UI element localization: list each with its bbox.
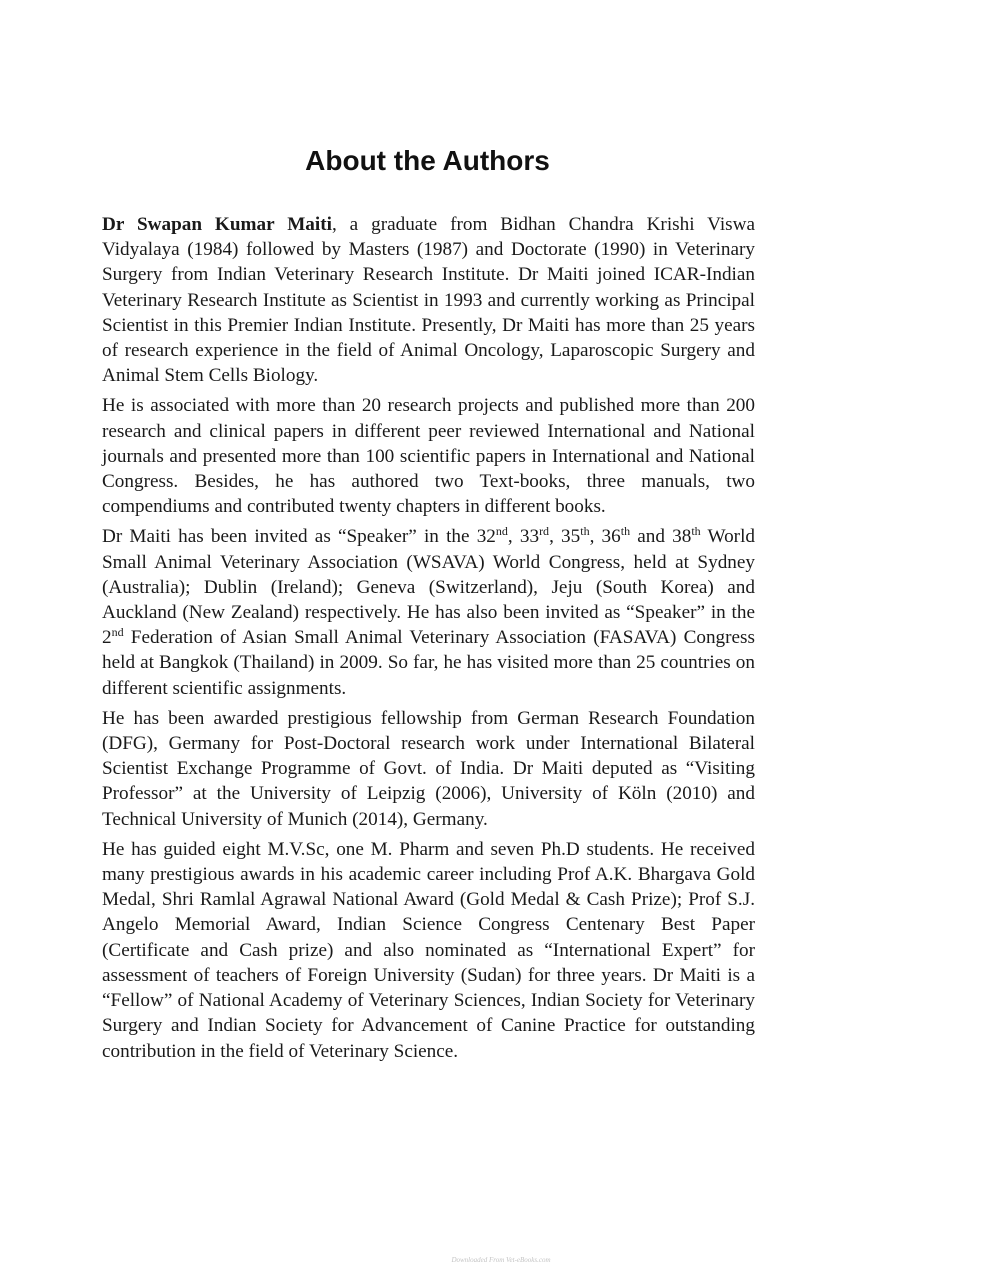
- speaker-text: Federation of Asian Small Animal Veterinary Association (FASAVA) Congress held at Bangkok (Thailand) in 2009. So far, he has visited more than 25 countries on different scientific assignments.: [102, 627, 755, 699]
- paragraph-fellowship: He has been awarded prestigious fellowship from German Research Foundation (DFG), Germany for Post-Doctoral research work under International Bilateral Scientist Exchange Programme of Govt. of India. Dr Maiti deputed as “Visiting Professor” at the University of Leipzig (2006), University of Köln (2010) and Technical University of Munich (2014), Germany.: [102, 707, 755, 830]
- speaker-text: , 36: [589, 526, 621, 548]
- ordinal-suffix: nd: [495, 524, 508, 539]
- paragraph-research: He is associated with more than 20 research projects and published more than 200 research and clinical papers in different peer reviewed International and National journals and presented more than 100 scientific papers in International and National Congress. Besides, he has authored two Text-books, three manuals, two compendiums and contributed twenty chapters in different books.: [102, 395, 755, 518]
- ordinal-suffix: nd: [111, 625, 124, 640]
- speaker-text: World Small Animal Veterinary Association (WSAVA) World Congress, held at Sydney (Australia); Dublin (Ireland); Geneva (Switzerland), Jeju (South Korea) and Auckland (New Zealand) respectively. He has also been invited as “Speaker” in the 2: [102, 526, 756, 649]
- author-name: Dr Swapan Kumar Maiti: [102, 214, 332, 235]
- ordinal-suffix: th: [691, 524, 701, 539]
- paragraph-education-text: , a graduate from Bidhan Chandra Krishi Viswa Vidyalaya (1984) followed by Masters (1987) and Doctorate (1990) in Veterinary Surgery from Indian Veterinary Research Institute. Dr Maiti joined ICAR-Indian Veterinary Research Institute as Scientist in 1993 and currently working as Principal Scientist in this Premier Indian Institute. Presently, Dr Maiti has more than 25 years of research experience in the field of Animal Oncology, Laparoscopic Surgery and Animal Stem Cells Biology.: [102, 214, 755, 387]
- ordinal-suffix: rd: [539, 524, 550, 539]
- paragraph-speaker: [102, 524, 755, 700]
- download-watermark: Downloaded From Vet-eBooks.com: [451, 1256, 551, 1264]
- author-bio: [102, 212, 755, 1069]
- speaker-text: Dr Maiti has been invited as “Speaker” in the 32: [102, 526, 496, 548]
- ordinal-suffix: th: [580, 524, 590, 539]
- speaker-text: , 33: [507, 526, 540, 548]
- page-title: About the Authors: [305, 145, 550, 176]
- paragraph-education: [102, 212, 755, 388]
- speaker-text: and 38: [630, 526, 692, 548]
- speaker-text: , 35: [549, 526, 581, 548]
- paragraph-awards: He has guided eight M.V.Sc, one M. Pharm and seven Ph.D students. He received many prestigious awards in his academic career including Prof A.K. Bhargava Gold Medal, Shri Ramlal Agrawal National Award (Gold Medal & Cash Prize); Prof S.J. Angelo Memorial Award, Indian Science Congress Centenary Best Paper (Certificate and Cash prize) and also nominated as “International Expert” for assessment of teachers of Foreign University (Sudan) for three years. Dr Maiti is a “Fellow” of National Academy of Veterinary Sciences, Indian Society for Veterinary Surgery and Indian Society for Advancement of Canine Practice for outstanding contribution in the field of Veterinary Science.: [102, 838, 755, 1062]
- ordinal-suffix: th: [620, 524, 631, 539]
